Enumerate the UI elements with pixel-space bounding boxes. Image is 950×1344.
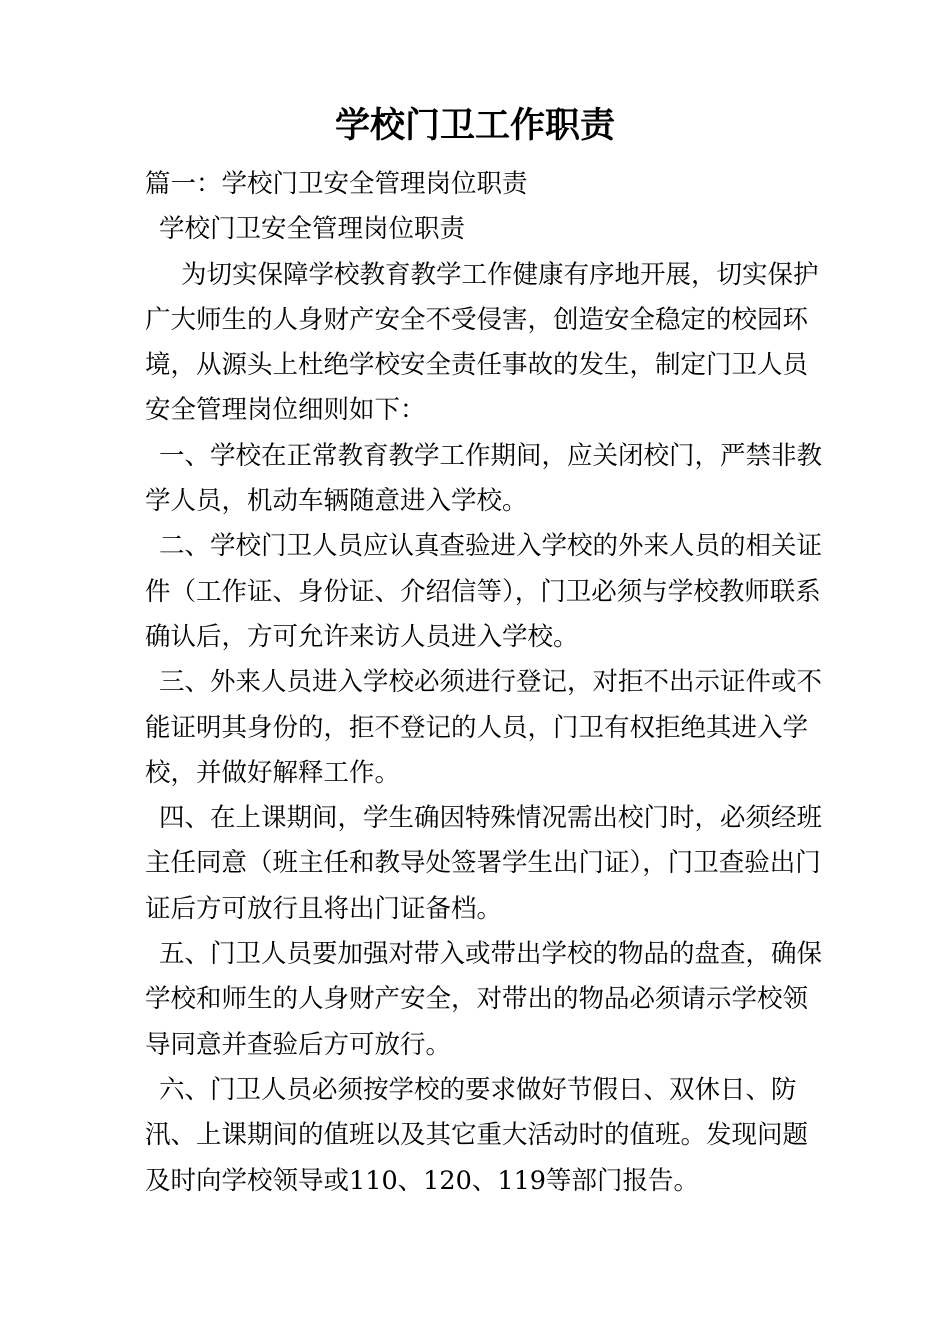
rule-item-1: 一、学校在正常教育教学工作期间，应关闭校门，严禁非教学人员，机动车辆随意进入学校。 <box>145 440 823 517</box>
rule-item-6: 六、门卫人员必须按学校的要求做好节假日、双休日、防汛、上课期间的值班以及其它重大活动时的值班。发现问题及时向学校领导或110、120、119等部门报告。 <box>145 1074 809 1196</box>
chapter-heading: 篇一：学校门卫安全管理岗位职责 <box>145 169 528 199</box>
rule-item-4: 四、在上课期间，学生确因特殊情况需出校门时，必须经班主任同意（班主任和教导处签署学生出门证），门卫查验出门证后方可放行且将出门证备档。 <box>145 803 823 924</box>
document-title: 学校门卫工作职责 <box>334 106 615 146</box>
document-body <box>145 162 825 1204</box>
rule-item-2: 二、学校门卫人员应认真查验进入学校的外来人员的相关证件（工作证、身份证、介绍信等），门卫必须与学校教师联系确认后，方可允许来访人员进入学校。 <box>145 531 823 652</box>
intro-paragraph: 为切实保障学校教育教学工作健康有序地开展，切实保护广大师生的人身财产安全不受侵害，创造安全稳定的校园环境，从源头上杜绝学校安全责任事故的发生，制定门卫人员安全管理岗位细则如下： <box>145 259 819 426</box>
rule-item-3: 三、外来人员进入学校必须进行登记，对拒不出示证件或不能证明其身份的，拒不登记的人员，门卫有权拒绝其进入学校，并做好解释工作。 <box>145 667 823 788</box>
section-heading: 学校门卫安全管理岗位职责 <box>159 214 466 245</box>
rule-item-5: 五、门卫人员要加强对带入或带出学校的物品的盘查，确保学校和师生的人身财产安全，对带出的物品必须请示学校领导同意并查验后方可放行。 <box>145 939 823 1060</box>
